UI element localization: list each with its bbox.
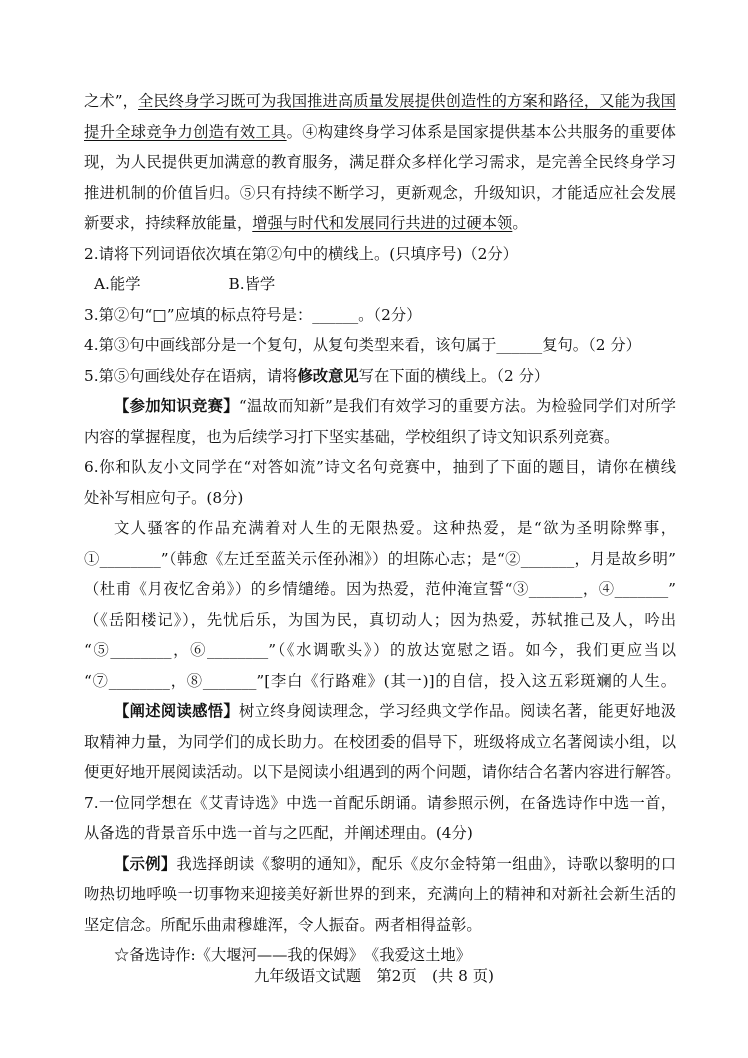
- underlined-phrase: 增强与时代和发展同行共进的过硬本领: [252, 214, 513, 232]
- question-7-line: 从备选的背景音乐中选一首与之匹配，并阐述理由。(4分): [84, 824, 473, 842]
- poem-fill-line: ①________”（韩愈《左迁至蓝关示侄孙湘》）的坦陈心志；是“②_______，月是故乡明”: [84, 549, 676, 568]
- candidate-poem: 《我爱这土地》: [371, 946, 472, 964]
- contest-intro-line: 内容的掌握程度，也为后续学习打下坚实基础，学校组织了诗文知识系列竞赛。: [84, 427, 620, 446]
- section-title: 【阐述阅读感悟】: [114, 702, 239, 720]
- exam-page: [84, 86, 681, 971]
- example-line: 坚定信念。所配乐曲肃穆雄浑，令人振奋。两者相得益彰。: [84, 915, 482, 934]
- contest-intro: 【参加知识竞赛】“温故而知新”是我们有效学习的重要方法。为检验同学们对所学: [114, 397, 676, 415]
- question-6-line: 处补写相应句子。(8分): [84, 488, 244, 507]
- poem-fill-line: “⑦________，⑧_______”[李白《行路难》(其一)]的自信，投入这五彩斑斓的人生。: [84, 671, 676, 690]
- passage-line: 之术”，全民终身学习既可为我国推进高质量发展提供创造性的方案和路径，又能为我国: [84, 92, 676, 110]
- candidate-poem: 《大堰河——我的保姆》: [195, 946, 357, 964]
- option-b: B.皆学: [228, 275, 276, 293]
- underlined-sentence: 提升全球竞争力创造有效工具: [84, 122, 287, 141]
- example-line: 吻热切地呼唤一切事物来迎接美好新世界的到来，充满向上的精神和对新社会新生活的: [84, 885, 676, 903]
- question-2: 2.请将下列词语依次填在第②句中的横线上。(只填序号)（2分）: [84, 244, 518, 263]
- poem-fill-line: （《岳阳楼记》），先忧后乐，为国为民，真切动人；因为热爱，苏轼推己及人，吟出: [84, 610, 676, 629]
- question-7: 7.一位同学想在《艾青诗选》中选一首配乐朗诵。请参照示例，在备选诗作中选一首，: [84, 793, 676, 812]
- passage-line: 现，为人民提供更加满意的教育服务，满足群众多样化学习需求，是完善全民终身学习: [84, 153, 676, 171]
- question-6: 6.你和队友小文同学在“对答如流”诗文名句竞赛中，抽到了下面的题目，请你在横线: [84, 458, 676, 476]
- passage-line: 提升全球竞争力创造有效工具。④构建终身学习体系是国家提供基本公共服务的重要体: [84, 122, 676, 141]
- poem-fill-line: “⑤________，⑥________”（《水调歌头》）的放达宽慰之语。如今，我们更应当以: [84, 641, 676, 659]
- passage-line: 新要求，持续释放能量，增强与时代和发展同行共进的过硬本领。: [84, 214, 528, 232]
- poem-fill-line: （杜甫《月夜忆舍弟》）的乡情缱绻。因为热爱，范仲淹宣誓“③_______，④_______”: [84, 580, 676, 598]
- candidate-poems: ☆备选诗作:《大堰河——我的保姆》 《我爱这土地》: [114, 946, 472, 964]
- question-3: 3.第②句“□”应填的标点符号是：______。（2分）: [84, 305, 422, 324]
- question-2-options: [84, 269, 676, 300]
- reading-intro-line: 便更好地开展阅读活动。以下是阅读小组遇到的两个问题，请你结合名著内容进行解答。: [84, 763, 681, 781]
- reading-intro: 【阐述阅读感悟】树立终身阅读理念，学习经典文学作品。阅读名著，能更好地汲: [114, 702, 676, 720]
- section-title: 【参加知识竞赛】: [114, 397, 239, 415]
- page-footer: 九年级语文试题 第2页 (共 8 页): [254, 967, 494, 985]
- question-4: 4.第③句中画线部分是一个复句，从复句类型来看，该句属于______复句。（2 分）: [84, 336, 641, 354]
- example-title: 【示例】: [114, 854, 177, 873]
- example-line: 【示例】我选择朗读《黎明的通知》，配乐《皮尔金特第一组曲》，诗歌以黎明的口: [114, 854, 676, 873]
- reading-intro-line: 取精神力量，为同学们的成长助力。在校团委的倡导下，班级将成立名著阅读小组，以: [84, 732, 676, 751]
- underlined-sentence: 全民终身学习既可为我国推进高质量发展提供创造性的方案和路径，又能为我国: [138, 92, 676, 110]
- poem-fill-line: 文人骚客的作品充满着对人生的无限热爱。这种热爱，是“欲为圣明除弊事，: [114, 519, 676, 537]
- question-5: 5.第⑤句画线处存在语病，请将修改意见写在下面的横线上。（2 分）: [84, 366, 550, 385]
- passage-line: 推进机制的价值旨归。⑤只有持续不断学习，更新观念，升级知识，才能适应社会发展: [84, 183, 676, 202]
- option-a: A.能学: [94, 275, 141, 293]
